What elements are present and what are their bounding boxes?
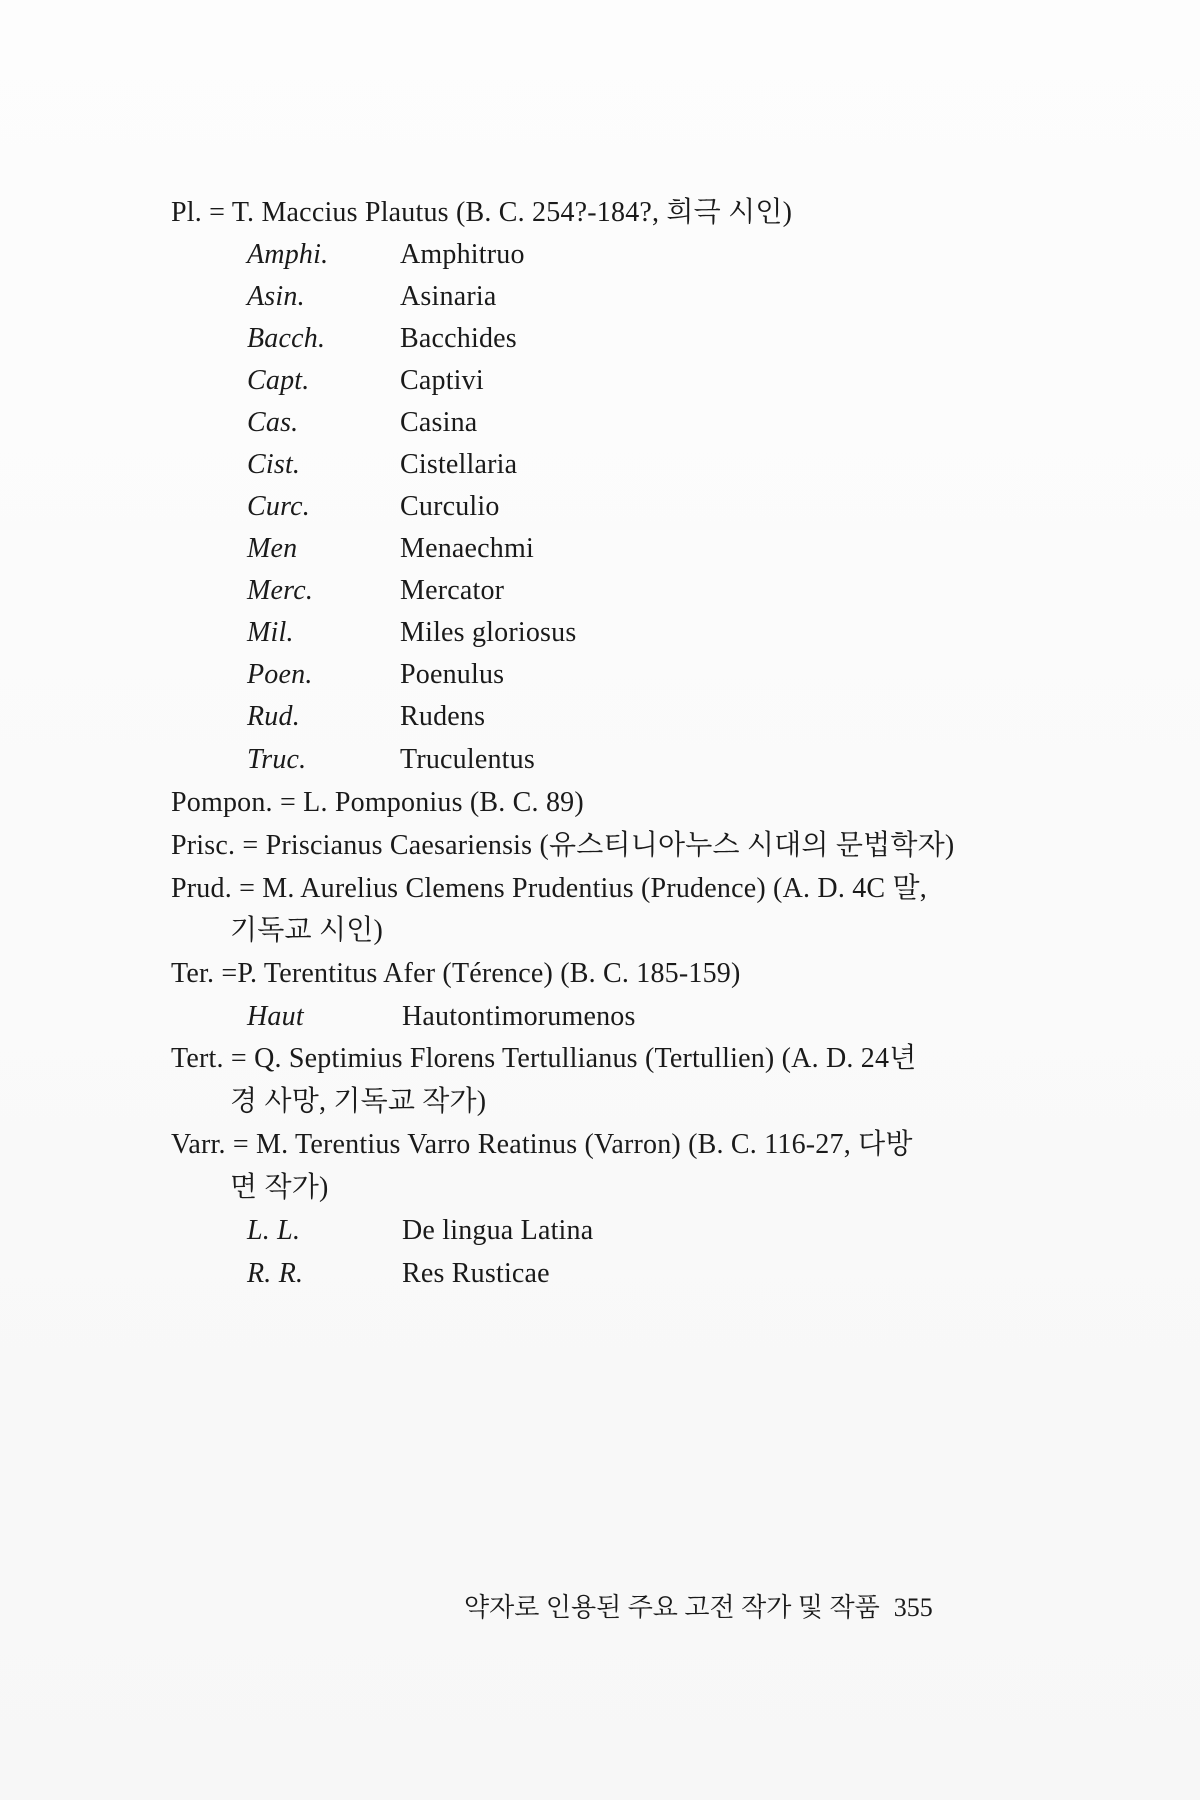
work-abbr: L. L. <box>247 1215 301 1246</box>
work-title: Amphitruo <box>400 239 525 270</box>
work-title: Mercator <box>400 575 505 606</box>
work-title: Menaechmi <box>400 533 534 564</box>
work-abbr: Asin. <box>247 281 305 312</box>
work-abbr: Bacch. <box>247 323 326 354</box>
work-abbr: Cas. <box>247 407 299 438</box>
work-title: Captivi <box>400 365 484 396</box>
work-abbr: Capt. <box>247 365 310 396</box>
entry-tert-head: Tert. = Q. Septimius Florens Tertullianus (Tertullien) (A. D. 24년 <box>171 1043 917 1074</box>
entry-ter-head: Ter. =P. Terentitus Afer (Térence) (B. C. 185-159) <box>171 958 741 989</box>
work-title: Truculentus <box>400 744 535 775</box>
entry-prud-head: Prud. = M. Aurelius Clemens Prudentius (Prudence) (A. D. 4C 말, <box>171 873 927 904</box>
running-title: 약자로 인용된 주요 고전 작가 및 작품 <box>464 1593 880 1622</box>
work-title: Bacchides <box>400 323 517 354</box>
work-abbr: Poen. <box>247 659 313 690</box>
work-abbr: Haut <box>247 1001 304 1032</box>
work-abbr: Men <box>247 533 298 564</box>
page-number: 355 <box>893 1593 933 1622</box>
entry-prisc-head: Prisc. = Priscianus Caesariensis (유스티니아누스 시대의 문법학자) <box>171 830 955 861</box>
work-abbr: Rud. <box>247 701 300 732</box>
page-footer <box>464 1592 933 1624</box>
entry-tert-continuation: 경 사망, 기독교 작가) <box>230 1086 487 1117</box>
work-abbr: Merc. <box>247 575 314 606</box>
work-title: Cistellaria <box>400 449 518 480</box>
work-title: Hautontimorumenos <box>402 1001 636 1032</box>
work-title: Asinaria <box>400 281 497 312</box>
entry-pl-head: Pl. = T. Maccius Plautus (B. C. 254?-184?, 희극 시인) <box>171 197 793 228</box>
entry-varr-head: Varr. = M. Terentius Varro Reatinus (Varron) (B. C. 116-27, 다방 <box>171 1129 913 1160</box>
work-title: Res Rusticae <box>402 1258 550 1289</box>
work-abbr: Amphi. <box>247 239 329 270</box>
work-title: Curculio <box>400 491 500 522</box>
work-abbr: Truc. <box>247 744 307 775</box>
entry-pompon-head: Pompon. = L. Pomponius (B. C. 89) <box>171 787 584 818</box>
work-title: De lingua Latina <box>402 1215 594 1246</box>
work-title: Casina <box>400 407 478 438</box>
work-title: Poenulus <box>400 659 505 690</box>
work-abbr: R. R. <box>247 1258 304 1289</box>
work-abbr: Cist. <box>247 449 301 480</box>
work-abbr: Curc. <box>247 491 310 522</box>
work-title: Rudens <box>400 701 486 732</box>
entry-varr-continuation: 면 작가) <box>230 1172 329 1203</box>
work-abbr: Mil. <box>247 617 294 648</box>
work-title: Miles gloriosus <box>400 617 577 648</box>
entry-prud-continuation: 기독교 시인) <box>230 915 383 946</box>
